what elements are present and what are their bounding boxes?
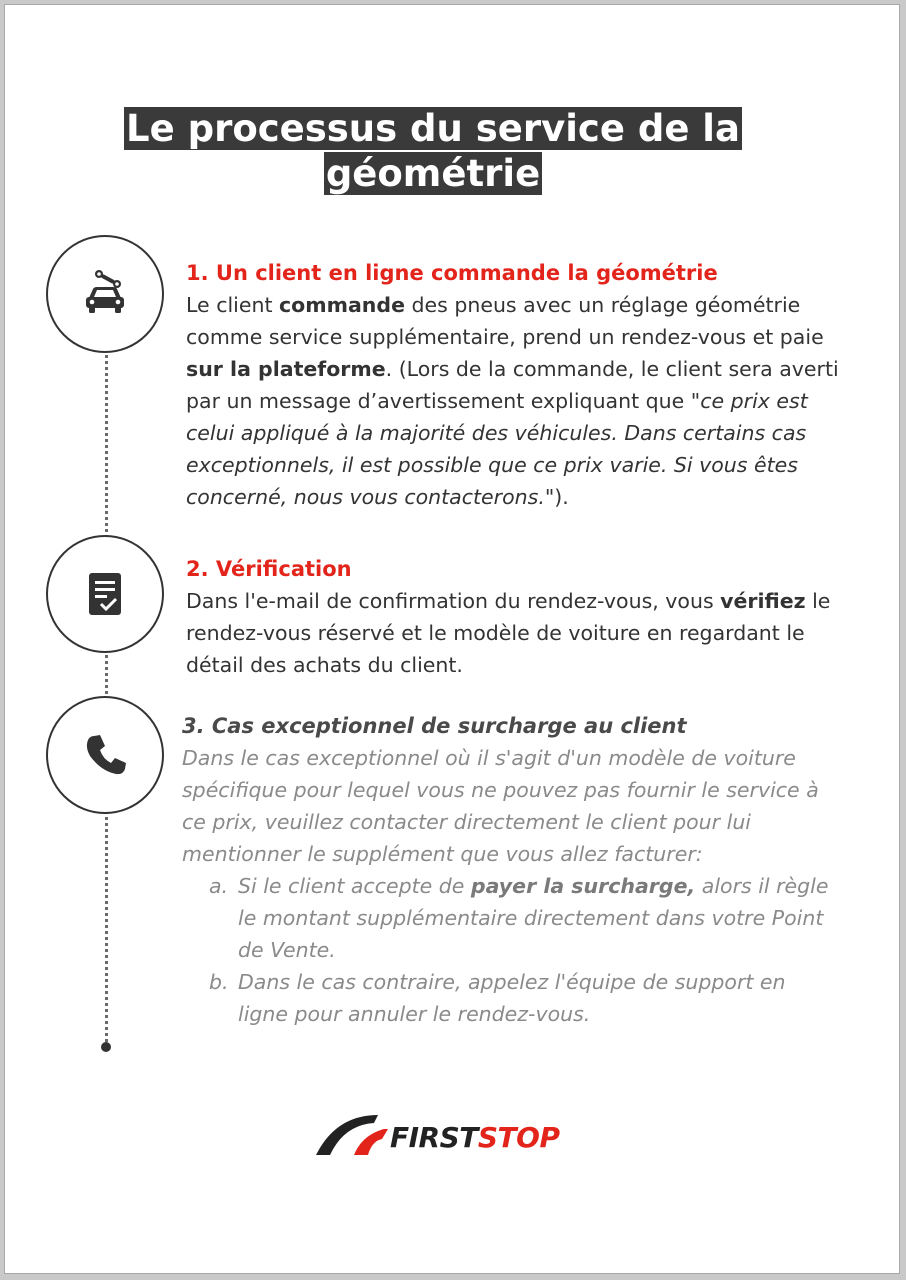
step-1-icon-circle <box>46 235 164 353</box>
list-item-bold: payer la surcharge, <box>470 874 696 898</box>
firststop-logo <box>314 1109 584 1161</box>
list-item-text-b: alors il règle le montant supplémentaire directement dans votre Point de Vente. <box>238 874 829 962</box>
step-3-body: Dans le cas exceptionnel où il s'agit d'un modèle de voiture spécifique pour lequel vous ne pouvez pas fournir le service à ce prix, veuillez contacter directement le client pour lui mentionner le supplément que vous allez facturer: <box>182 746 819 866</box>
step-1-text-b: des pneus avec un réglage géométrie comme service supplémentaire, prend un rendez-vous et paie <box>186 293 824 349</box>
title-line-2: géométrie <box>325 152 541 195</box>
step-1-body <box>186 289 846 513</box>
list-item-text-a: Si le client accepte de <box>238 874 471 898</box>
step-2-text-b: le rendez-vous réservé et le modèle de voiture en regardant le détail des achats du client. <box>186 589 831 677</box>
list-marker: a. <box>209 874 229 898</box>
logo-first: FIRST <box>390 1121 478 1154</box>
step-1-bold-b: sur la plateforme <box>186 357 386 381</box>
step-1-quote: ce prix est celui appliqué à la majorité des véhicules. Dans certains cas exceptionnels, il est possible que ce prix varie. Si vous êtes concerné, nous vous contacterons. <box>186 389 808 509</box>
step-2-heading: 2. Vérification <box>186 557 352 581</box>
step-1-text-a: Le client <box>186 293 280 317</box>
logo-wordmark <box>390 1121 559 1154</box>
logo-stop: STOP <box>477 1121 560 1154</box>
tyre-arc-icon <box>314 1109 390 1161</box>
step-1-section <box>186 257 846 513</box>
list-item <box>182 870 842 966</box>
step-3-icon-circle <box>46 696 164 814</box>
step-1-text-d: "). <box>544 485 569 509</box>
title-line-1: Le processus du service de la <box>126 107 740 150</box>
step-3-heading: 3. Cas exceptionnel de surcharge au client <box>182 714 687 738</box>
step-1-text-c: . (Lors de la commande, le client sera averti par un message d’avertissement expliquant que " <box>186 357 839 413</box>
phone-icon <box>81 731 129 779</box>
step-1-bold-a: commande <box>279 293 405 317</box>
step-2-icon-circle <box>46 535 164 653</box>
list-marker: b. <box>209 970 229 994</box>
document-page <box>4 4 900 1274</box>
timeline-end-dot <box>101 1042 111 1052</box>
list-item <box>182 966 842 1030</box>
checklist-icon <box>83 570 127 618</box>
step-3-section <box>182 710 842 1030</box>
step-2-bold-a: vérifiez <box>720 589 806 613</box>
step-3-list <box>182 870 842 1030</box>
step-1-heading: 1. Un client en ligne commande la géométrie <box>186 261 718 285</box>
page-title <box>5 106 861 196</box>
car-wrench-icon <box>79 268 131 320</box>
list-item-text-a: Dans le cas contraire, appelez l'équipe de support en ligne pour annuler le rendez-vous. <box>238 970 786 1026</box>
step-2-text-a: Dans l'e-mail de confirmation du rendez-vous, vous <box>186 589 721 613</box>
step-2-section <box>186 553 846 681</box>
step-2-body <box>186 585 846 681</box>
